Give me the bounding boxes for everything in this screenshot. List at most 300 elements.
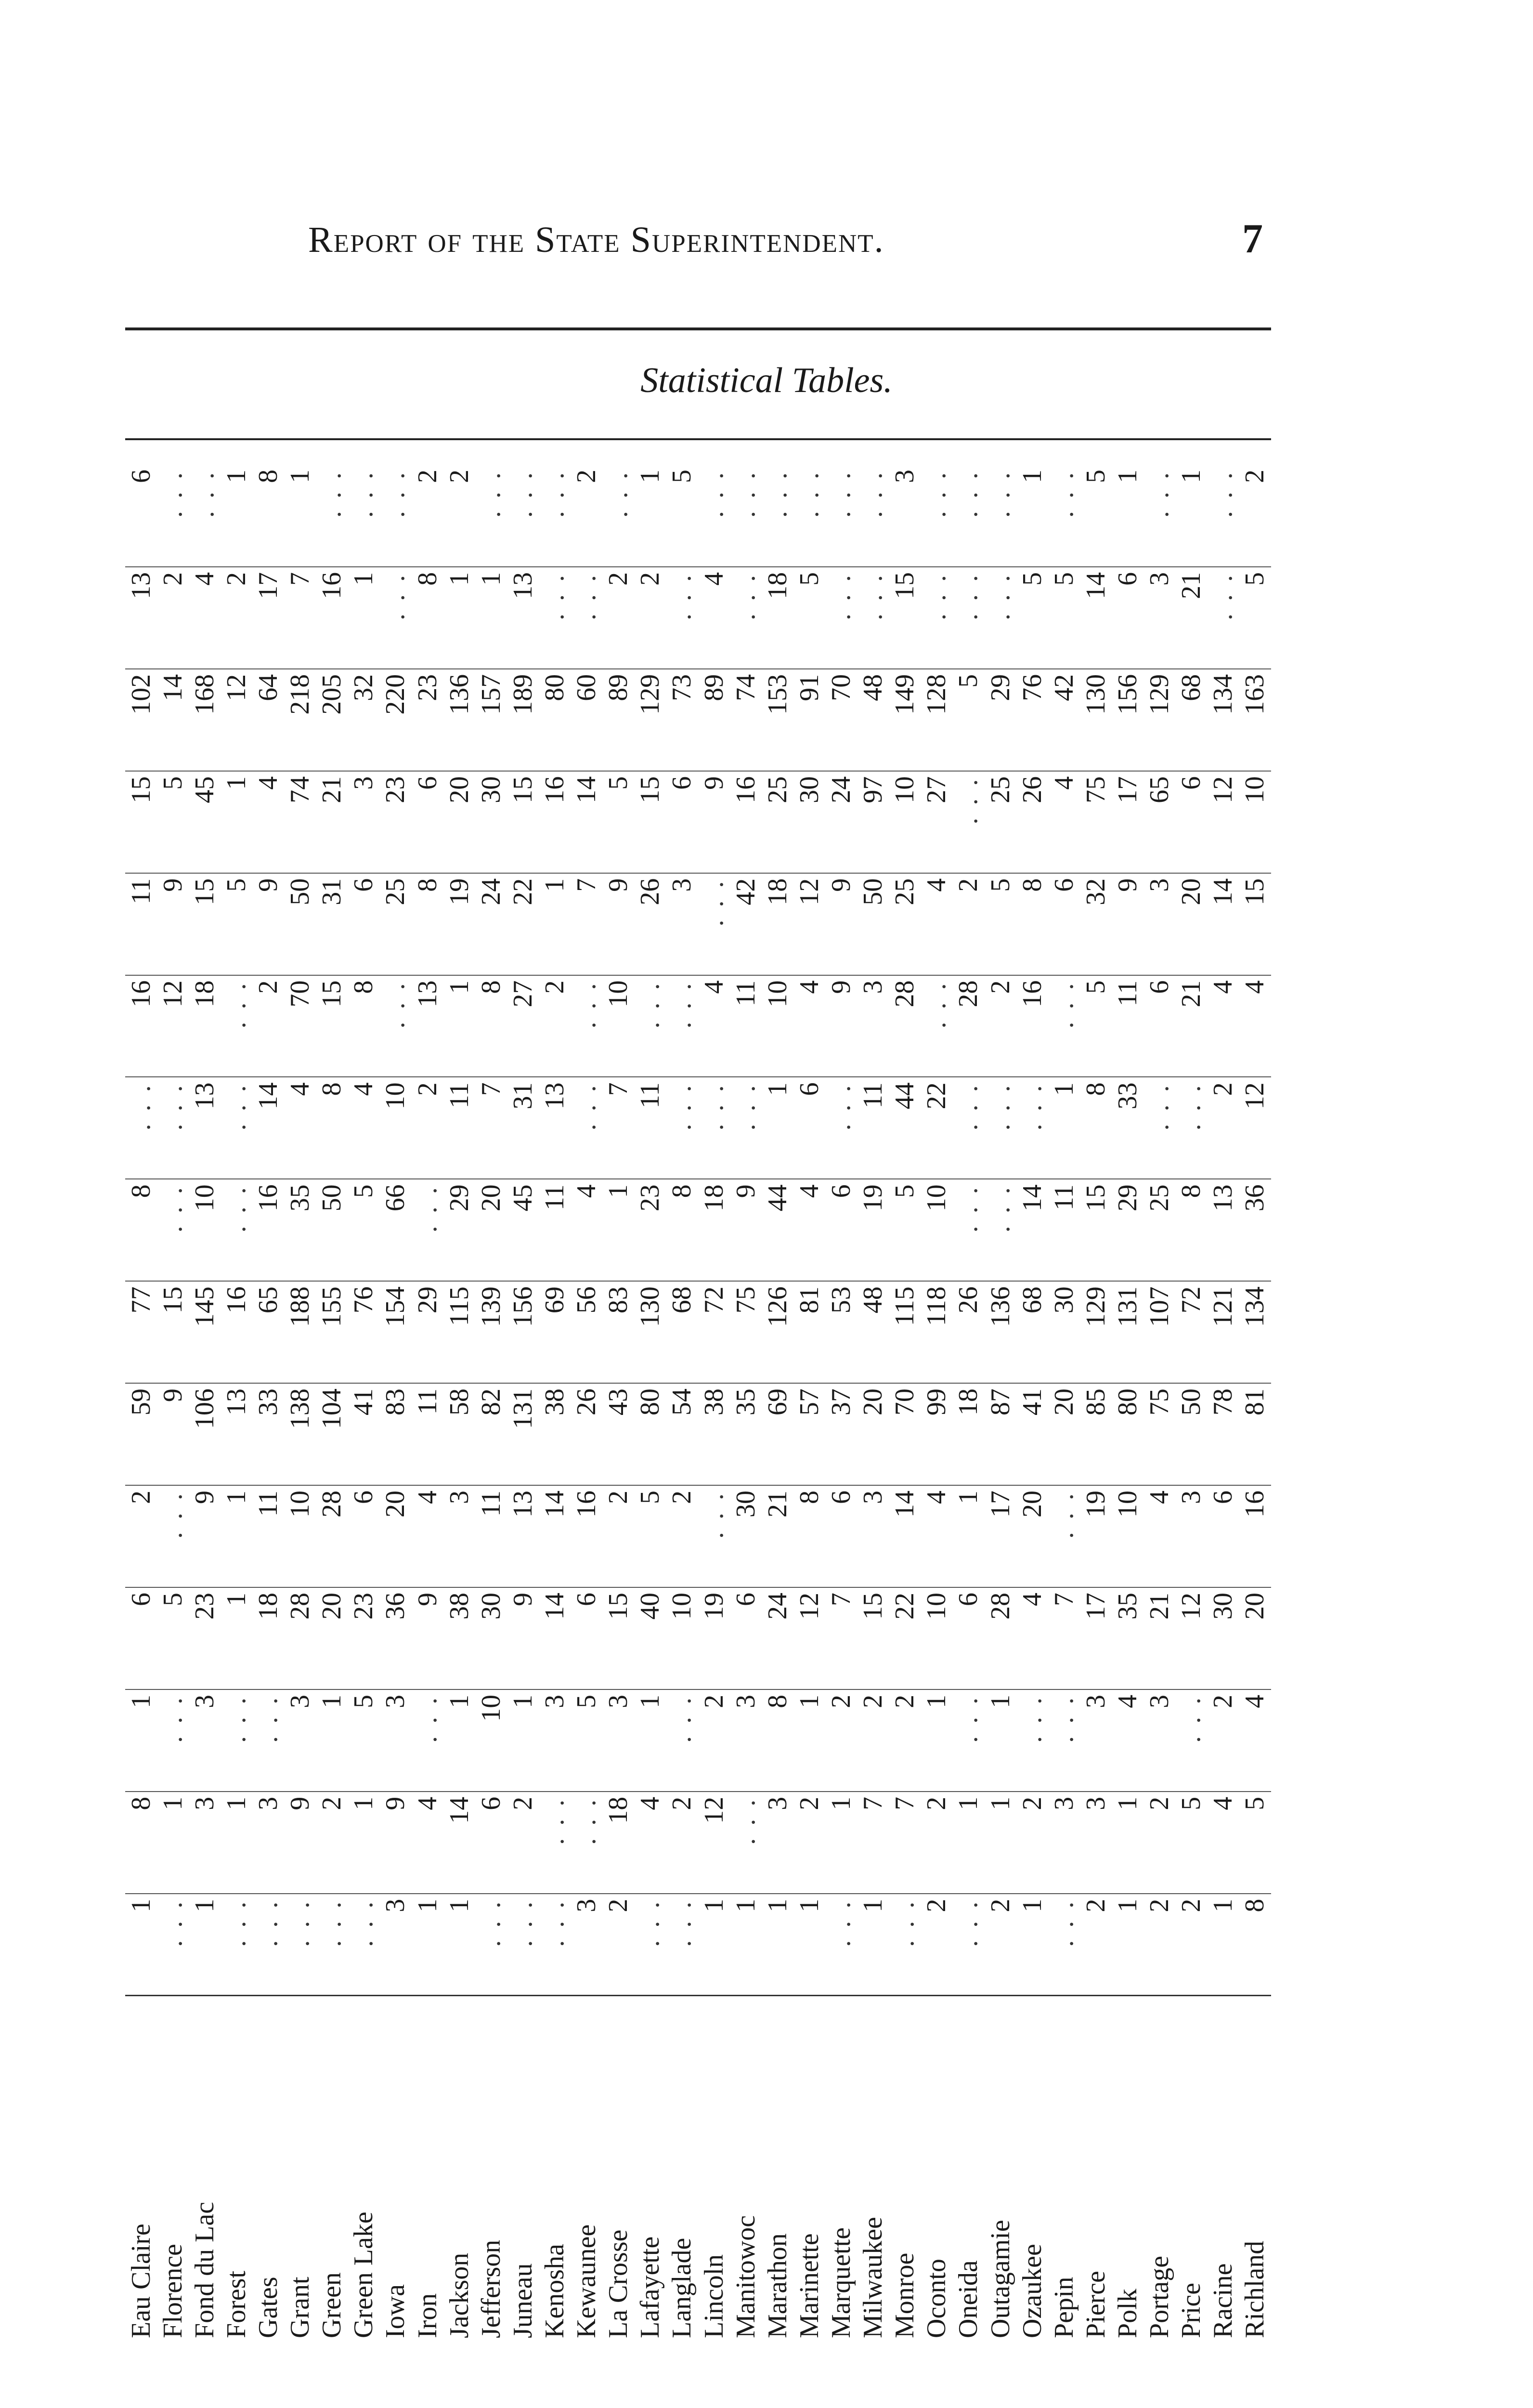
- value-cell: . . .: [730, 1792, 762, 1894]
- value-cell: 11: [475, 1485, 507, 1587]
- value-cell: . . .: [826, 470, 856, 518]
- value-cell: 18: [762, 873, 793, 975]
- county-name-cell: Portage: [1144, 1996, 1176, 2343]
- value-cell: 4: [348, 1077, 380, 1179]
- table-row: [285, 465, 316, 2343]
- table-row: [1144, 465, 1176, 2343]
- value-cell: 8: [316, 1077, 348, 1179]
- table-row: [1112, 465, 1143, 2343]
- value-cell: . . .: [985, 1179, 1016, 1281]
- value-cell: . . .: [507, 470, 538, 518]
- value-cell: 2: [635, 567, 666, 669]
- value-cell: 7: [571, 873, 603, 975]
- value-cell: 31: [316, 873, 348, 975]
- value-cell: 2: [252, 975, 284, 1077]
- value-cell: 13: [539, 1077, 571, 1179]
- value-cell: . . .: [985, 1077, 1016, 1179]
- table-row: [380, 465, 412, 2343]
- value-cell: 14: [1208, 873, 1239, 975]
- value-cell: 8: [253, 470, 283, 483]
- value-cell: 4: [1239, 1689, 1271, 1792]
- value-cell: 17: [1112, 771, 1143, 873]
- value-cell: 97: [857, 771, 889, 873]
- table-row: [475, 465, 507, 2343]
- value-cell: 26: [1016, 771, 1048, 873]
- value-cell: 14: [539, 1587, 571, 1689]
- value-cell: 13: [412, 975, 443, 1077]
- value-cell: 106: [189, 1383, 221, 1485]
- running-title: Report of the State Superintendent.: [308, 220, 884, 260]
- value-cell: 74: [730, 669, 762, 771]
- value-cell: 13: [1208, 1179, 1239, 1281]
- value-cell: 37: [825, 1383, 857, 1485]
- value-cell: . . .: [157, 1077, 189, 1179]
- value-cell: 1: [157, 1792, 189, 1894]
- value-cell: . . .: [221, 975, 252, 1077]
- value-cell: 10: [666, 1587, 698, 1689]
- value-cell: 18: [603, 1792, 635, 1894]
- value-cell: 41: [1016, 1383, 1048, 1485]
- value-cell: 16: [730, 771, 762, 873]
- value-cell: . . .: [666, 1689, 698, 1792]
- table-row: [1176, 465, 1208, 2343]
- value-cell: . . .: [189, 470, 220, 518]
- county-name-cell: La Crosse: [603, 1996, 635, 2343]
- value-cell: 16: [1239, 1485, 1271, 1587]
- table-row: [953, 465, 985, 2343]
- value-cell: 130: [635, 1281, 666, 1383]
- value-cell: 15: [635, 771, 666, 873]
- value-cell: 76: [1016, 669, 1048, 771]
- value-cell: 59: [125, 1383, 157, 1485]
- value-cell: 1: [953, 1485, 985, 1587]
- value-cell: 2: [412, 1077, 443, 1179]
- table-row: [635, 465, 666, 2343]
- value-cell: 20: [475, 1179, 507, 1281]
- value-cell: 149: [889, 669, 921, 771]
- value-cell: 25: [380, 873, 412, 975]
- value-cell: . . .: [1176, 1689, 1208, 1792]
- value-cell: 25: [1144, 1179, 1176, 1281]
- county-name-cell: Kenosha: [539, 1996, 571, 2343]
- value-cell: 2: [857, 1689, 889, 1792]
- value-cell: 5: [889, 1179, 921, 1281]
- value-cell: 3: [1144, 567, 1176, 669]
- value-cell: 15: [507, 771, 539, 873]
- value-cell: . . .: [953, 771, 985, 873]
- table-row: [507, 465, 539, 2343]
- county-name-cell: Monroe: [889, 1996, 921, 2343]
- value-cell: 1: [125, 1894, 157, 1996]
- value-cell: . . .: [985, 470, 1015, 518]
- subtitle-rule: [125, 438, 1271, 440]
- value-cell: 13: [507, 567, 539, 669]
- value-cell: 131: [507, 1383, 539, 1485]
- value-cell: 2: [603, 1894, 635, 1996]
- value-cell: 29: [412, 1281, 443, 1383]
- value-cell: 9: [189, 1485, 221, 1587]
- value-cell: 155: [316, 1281, 348, 1383]
- value-cell: 15: [157, 1281, 189, 1383]
- value-cell: 1: [985, 1792, 1016, 1894]
- value-cell: 9: [698, 771, 730, 873]
- value-cell: 13: [189, 1077, 221, 1179]
- value-cell: 35: [285, 1179, 316, 1281]
- value-cell: 21: [316, 771, 348, 873]
- value-cell: 26: [571, 1383, 603, 1485]
- value-cell: 8: [1176, 1179, 1208, 1281]
- value-cell: 1: [1017, 470, 1047, 483]
- value-cell: . . .: [666, 1894, 698, 1996]
- value-cell: 6: [412, 771, 443, 873]
- value-cell: 2: [572, 470, 602, 483]
- value-cell: 4: [635, 1792, 666, 1894]
- value-cell: 64: [252, 669, 284, 771]
- table-row: [571, 465, 603, 2343]
- value-cell: 2: [125, 1485, 157, 1587]
- value-cell: 5: [571, 1689, 603, 1792]
- value-cell: 2: [666, 1485, 698, 1587]
- value-cell: 35: [1112, 1587, 1143, 1689]
- value-cell: 14: [252, 1077, 284, 1179]
- value-cell: 2: [316, 1792, 348, 1894]
- value-cell: 129: [1144, 669, 1176, 771]
- value-cell: 8: [348, 975, 380, 1077]
- value-cell: 157: [475, 669, 507, 771]
- value-cell: 3: [1080, 1792, 1112, 1894]
- value-cell: 40: [635, 1587, 666, 1689]
- value-cell: 4: [698, 567, 730, 669]
- value-cell: 6: [348, 1485, 380, 1587]
- value-cell: . . .: [157, 1894, 189, 1996]
- value-cell: 3: [1048, 1792, 1080, 1894]
- table-row: [825, 465, 857, 2343]
- value-cell: . . .: [475, 1894, 507, 1996]
- value-cell: 12: [157, 975, 189, 1077]
- value-cell: 4: [793, 1179, 825, 1281]
- value-cell: 22: [507, 873, 539, 975]
- value-cell: . . .: [157, 470, 188, 518]
- value-cell: 23: [412, 669, 443, 771]
- value-cell: . . .: [125, 1077, 157, 1179]
- value-cell: . . .: [507, 1894, 539, 1996]
- value-cell: . . .: [953, 567, 985, 669]
- value-cell: 1: [221, 1485, 252, 1587]
- value-cell: . . .: [157, 1689, 189, 1792]
- value-cell: 9: [825, 975, 857, 1077]
- value-cell: 1: [285, 470, 315, 483]
- value-cell: 29: [443, 1179, 475, 1281]
- value-cell: 20: [1048, 1383, 1080, 1485]
- value-cell: . . .: [953, 1077, 985, 1179]
- value-cell: 48: [857, 1281, 889, 1383]
- value-cell: 189: [507, 669, 539, 771]
- value-cell: 10: [762, 975, 793, 1077]
- value-cell: 36: [380, 1587, 412, 1689]
- statistical-table: [125, 465, 1271, 2343]
- value-cell: 9: [1112, 873, 1143, 975]
- value-cell: 68: [666, 1281, 698, 1383]
- value-cell: 80: [1112, 1383, 1143, 1485]
- value-cell: 20: [857, 1383, 889, 1485]
- value-cell: 12: [1239, 1077, 1271, 1179]
- value-cell: . . .: [285, 1894, 316, 1996]
- value-cell: 1: [507, 1689, 539, 1792]
- table-row: [603, 465, 635, 2343]
- value-cell: 19: [443, 873, 475, 975]
- value-cell: 15: [316, 975, 348, 1077]
- value-cell: 72: [698, 1281, 730, 1383]
- value-cell: 9: [507, 1587, 539, 1689]
- value-cell: 12: [793, 873, 825, 975]
- page-header: [0, 215, 1533, 277]
- value-cell: 2: [1080, 1894, 1112, 1996]
- value-cell: . . .: [1208, 567, 1239, 669]
- value-cell: 6: [825, 1485, 857, 1587]
- value-cell: 11: [1048, 1179, 1080, 1281]
- table-row: [1016, 465, 1048, 2343]
- value-cell: 5: [348, 1179, 380, 1281]
- value-cell: 3: [252, 1792, 284, 1894]
- value-cell: 6: [1208, 1485, 1239, 1587]
- value-cell: 7: [1048, 1587, 1080, 1689]
- value-cell: 3: [348, 771, 380, 873]
- value-cell: . . .: [985, 567, 1016, 669]
- value-cell: 24: [825, 771, 857, 873]
- value-cell: 153: [762, 669, 793, 771]
- county-name-cell: Juneau: [507, 1996, 539, 2343]
- value-cell: 2: [921, 1894, 953, 1996]
- value-cell: 30: [475, 771, 507, 873]
- value-cell: 4: [698, 975, 730, 1077]
- value-cell: 18: [953, 1383, 985, 1485]
- value-cell: 10: [189, 1179, 221, 1281]
- value-cell: 44: [889, 1077, 921, 1179]
- value-cell: 11: [252, 1485, 284, 1587]
- value-cell: . . .: [698, 1485, 730, 1587]
- value-cell: 66: [380, 1179, 412, 1281]
- value-cell: 70: [889, 1383, 921, 1485]
- value-cell: 1: [221, 1792, 252, 1894]
- value-cell: 60: [571, 669, 603, 771]
- value-cell: 1: [412, 1894, 443, 1996]
- table-row: [252, 465, 284, 2343]
- value-cell: 5: [985, 873, 1016, 975]
- value-cell: . . .: [349, 470, 379, 518]
- value-cell: 16: [571, 1485, 603, 1587]
- value-cell: 19: [698, 1587, 730, 1689]
- county-name-cell: Fond du Lac: [189, 1996, 221, 2343]
- county-name-cell: Lincoln: [698, 1996, 730, 2343]
- county-name-cell: Oconto: [921, 1996, 953, 2343]
- value-cell: 16: [221, 1281, 252, 1383]
- value-cell: 10: [921, 1587, 953, 1689]
- value-cell: 1: [221, 1587, 252, 1689]
- value-cell: 2: [666, 1792, 698, 1894]
- value-cell: . . .: [1048, 1894, 1080, 1996]
- value-cell: . . .: [380, 470, 411, 518]
- value-cell: 4: [793, 975, 825, 1077]
- value-cell: 156: [507, 1281, 539, 1383]
- value-cell: . . .: [476, 470, 506, 518]
- value-cell: 17: [252, 567, 284, 669]
- value-cell: 8: [475, 975, 507, 1077]
- table-row: [348, 465, 380, 2343]
- value-cell: 6: [475, 1792, 507, 1894]
- value-cell: 2: [698, 1689, 730, 1792]
- value-cell: 2: [1208, 1077, 1239, 1179]
- value-cell: 8: [1239, 1894, 1271, 1996]
- value-cell: 9: [412, 1587, 443, 1689]
- value-cell: . . .: [539, 567, 571, 669]
- value-cell: 50: [857, 873, 889, 975]
- value-cell: 9: [285, 1792, 316, 1894]
- value-cell: 3: [1080, 1689, 1112, 1792]
- table-row: [1048, 465, 1080, 2343]
- value-cell: 1: [443, 1894, 475, 1996]
- value-cell: 10: [603, 975, 635, 1077]
- value-cell: 4: [1144, 1485, 1176, 1587]
- value-cell: 15: [1239, 873, 1271, 975]
- value-cell: 5: [221, 873, 252, 975]
- value-cell: 15: [603, 1587, 635, 1689]
- value-cell: . . .: [825, 1894, 857, 1996]
- value-cell: 5: [793, 567, 825, 669]
- value-cell: 54: [666, 1383, 698, 1485]
- value-cell: 6: [348, 873, 380, 975]
- county-name-cell: Jackson: [443, 1996, 475, 2343]
- county-name-cell: Jefferson: [475, 1996, 507, 2343]
- value-cell: 18: [762, 567, 793, 669]
- value-cell: 139: [475, 1281, 507, 1383]
- value-cell: 28: [985, 1587, 1016, 1689]
- value-cell: . . .: [380, 567, 412, 669]
- value-cell: . . .: [317, 470, 347, 518]
- value-cell: 5: [1080, 470, 1111, 483]
- value-cell: 6: [1176, 771, 1208, 873]
- value-cell: 2: [825, 1689, 857, 1792]
- value-cell: . . .: [1016, 1689, 1048, 1792]
- value-cell: 3: [762, 1792, 793, 1894]
- value-cell: 89: [698, 669, 730, 771]
- value-cell: . . .: [1048, 1689, 1080, 1792]
- value-cell: . . .: [698, 1077, 730, 1179]
- value-cell: 85: [1080, 1383, 1112, 1485]
- value-cell: . . .: [221, 1689, 252, 1792]
- table-row: [1080, 465, 1112, 2343]
- value-cell: 5: [1239, 1792, 1271, 1894]
- statistical-table-region: [125, 465, 1271, 2343]
- table-row: [443, 465, 475, 2343]
- value-cell: 75: [1144, 1383, 1176, 1485]
- value-cell: 4: [1208, 975, 1239, 1077]
- value-cell: 14: [1016, 1179, 1048, 1281]
- value-cell: 1: [857, 1894, 889, 1996]
- value-cell: . . .: [157, 1179, 189, 1281]
- value-cell: . . .: [380, 975, 412, 1077]
- value-cell: 2: [507, 1792, 539, 1894]
- value-cell: . . .: [221, 1077, 252, 1179]
- value-cell: 25: [889, 873, 921, 975]
- value-cell: . . .: [921, 975, 953, 1077]
- county-name-cell: Gates: [252, 1996, 284, 2343]
- value-cell: 1: [793, 1689, 825, 1792]
- value-cell: 29: [985, 669, 1016, 771]
- value-cell: 14: [1080, 567, 1112, 669]
- value-cell: 168: [189, 669, 221, 771]
- value-cell: . . .: [857, 567, 889, 669]
- value-cell: . . .: [730, 567, 762, 669]
- value-cell: 48: [857, 669, 889, 771]
- value-cell: 3: [857, 1485, 889, 1587]
- value-cell: 2: [1176, 1894, 1208, 1996]
- value-cell: 2: [985, 1894, 1016, 1996]
- value-cell: 6: [730, 1587, 762, 1689]
- value-cell: 10: [1112, 1485, 1143, 1587]
- value-cell: . . .: [1208, 470, 1238, 518]
- value-cell: 2: [444, 470, 474, 483]
- value-cell: 154: [380, 1281, 412, 1383]
- value-cell: . . .: [953, 1894, 985, 1996]
- value-cell: 10: [380, 1077, 412, 1179]
- value-cell: 17: [1080, 1587, 1112, 1689]
- value-cell: 41: [348, 1383, 380, 1485]
- county-name-cell: Florence: [157, 1996, 189, 2343]
- value-cell: 9: [157, 873, 189, 975]
- table-row: [921, 465, 953, 2343]
- value-cell: 3: [380, 1894, 412, 1996]
- value-cell: 13: [221, 1383, 252, 1485]
- value-cell: 1: [635, 470, 665, 483]
- value-cell: 10: [475, 1689, 507, 1792]
- value-cell: 8: [666, 1179, 698, 1281]
- value-cell: 1: [762, 1894, 793, 1996]
- table-row: [1239, 465, 1271, 2343]
- value-cell: 121: [1208, 1281, 1239, 1383]
- value-cell: 22: [921, 1077, 953, 1179]
- value-cell: 25: [762, 771, 793, 873]
- value-cell: 6: [126, 470, 156, 483]
- value-cell: 16: [252, 1179, 284, 1281]
- value-cell: 28: [285, 1587, 316, 1689]
- value-cell: 10: [285, 1485, 316, 1587]
- value-cell: 45: [189, 771, 221, 873]
- value-cell: . . .: [1144, 470, 1175, 518]
- value-cell: 7: [889, 1792, 921, 1894]
- value-cell: 19: [1080, 1485, 1112, 1587]
- value-cell: 6: [1144, 975, 1176, 1077]
- table-row: [985, 465, 1016, 2343]
- value-cell: 36: [1239, 1179, 1271, 1281]
- value-cell: 2: [157, 567, 189, 669]
- value-cell: . . .: [571, 567, 603, 669]
- value-cell: 11: [443, 1077, 475, 1179]
- value-cell: 29: [1112, 1179, 1143, 1281]
- value-cell: 220: [380, 669, 412, 771]
- value-cell: 2: [1016, 1792, 1048, 1894]
- value-cell: 4: [1048, 771, 1080, 873]
- value-cell: 4: [412, 1485, 443, 1587]
- value-cell: 56: [571, 1281, 603, 1383]
- value-cell: . . .: [221, 1894, 252, 1996]
- value-cell: 6: [953, 1587, 985, 1689]
- value-cell: 2: [921, 1792, 953, 1894]
- value-cell: . . .: [953, 470, 984, 518]
- value-cell: 4: [285, 1077, 316, 1179]
- value-cell: 12: [1208, 771, 1239, 873]
- value-cell: 78: [1208, 1383, 1239, 1485]
- value-cell: 10: [889, 771, 921, 873]
